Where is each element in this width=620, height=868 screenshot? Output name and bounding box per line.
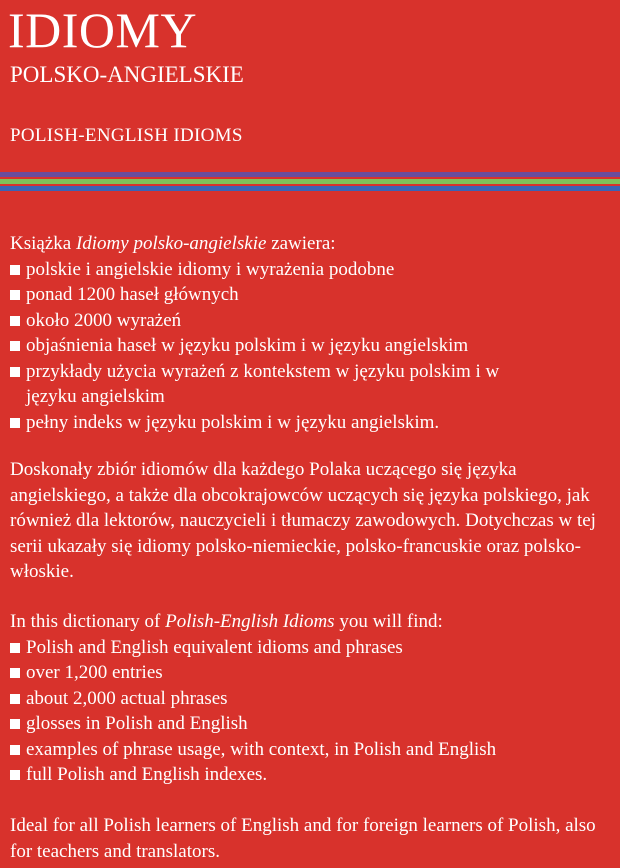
list-item: polskie i angielskie idiomy i wyrażenia podobne bbox=[10, 257, 615, 283]
polish-intro: Książka Idiomy polsko-angielskie zawiera: bbox=[10, 233, 336, 254]
list-item: examples of phrase usage, with context, in Polish and English bbox=[10, 737, 615, 763]
list-item: przykłady użycia wyrażeń z kontekstem w języku polskim i w języku angielskim bbox=[10, 359, 546, 410]
polish-feature-list bbox=[10, 257, 615, 436]
square-bullet-icon bbox=[10, 265, 20, 275]
english-feature-list bbox=[10, 635, 615, 788]
decorative-stripes bbox=[0, 172, 620, 191]
list-item: about 2,000 actual phrases bbox=[10, 686, 615, 712]
list-item: ponad 1200 haseł głównych bbox=[10, 282, 615, 308]
square-bullet-icon bbox=[10, 367, 20, 377]
square-bullet-icon bbox=[10, 418, 20, 428]
square-bullet-icon bbox=[10, 745, 20, 755]
list-item: Polish and English equivalent idioms and phrases bbox=[10, 635, 615, 661]
english-contents bbox=[10, 609, 615, 788]
english-description: Ideal for all Polish learners of English and for foreign learners of Polish, also for teachers and translators. bbox=[10, 815, 596, 862]
stripe-blue bbox=[0, 186, 620, 191]
square-bullet-icon bbox=[10, 719, 20, 729]
book-title: IDIOMY bbox=[8, 2, 198, 58]
book-subtitle: POLSKO-ANGIELSKIE bbox=[10, 62, 244, 87]
polish-description: Doskonały zbiór idiomów dla każdego Polaka uczącego się języka angielskiego, a także dla obcokrajowców uczących się języka polskiego, jak również dla lektorów, nauczycieli i tłumaczy zawodowych. Dotychczas w tej serii ukazały się idiomy polsko-niemieckie, polsko-francuskie oraz polsko-włoskie. bbox=[10, 459, 596, 582]
english-description-block bbox=[10, 813, 615, 864]
square-bullet-icon bbox=[10, 770, 20, 780]
square-bullet-icon bbox=[10, 694, 20, 704]
list-item: pełny indeks w języku polskim i w języku angielskim. bbox=[10, 410, 615, 436]
book-subtitle-english: POLISH-ENGLISH IDIOMS bbox=[10, 125, 243, 146]
list-item: objaśnienia haseł w języku polskim i w języku angielskim bbox=[10, 333, 615, 359]
square-bullet-icon bbox=[10, 341, 20, 351]
polish-description-block bbox=[10, 457, 615, 585]
square-bullet-icon bbox=[10, 290, 20, 300]
polish-contents bbox=[10, 231, 615, 435]
list-item: over 1,200 entries bbox=[10, 660, 615, 686]
square-bullet-icon bbox=[10, 668, 20, 678]
list-item: full Polish and English indexes. bbox=[10, 762, 615, 788]
english-intro-book-title: Polish-English Idioms bbox=[165, 611, 335, 632]
square-bullet-icon bbox=[10, 643, 20, 653]
polish-intro-book-title: Idiomy polsko-angielskie bbox=[75, 233, 267, 254]
english-intro: In this dictionary of Polish-English Idioms you will find: bbox=[10, 611, 443, 632]
list-item: około 2000 wyrażeń bbox=[10, 308, 615, 334]
square-bullet-icon bbox=[10, 316, 20, 326]
list-item: glosses in Polish and English bbox=[10, 711, 615, 737]
